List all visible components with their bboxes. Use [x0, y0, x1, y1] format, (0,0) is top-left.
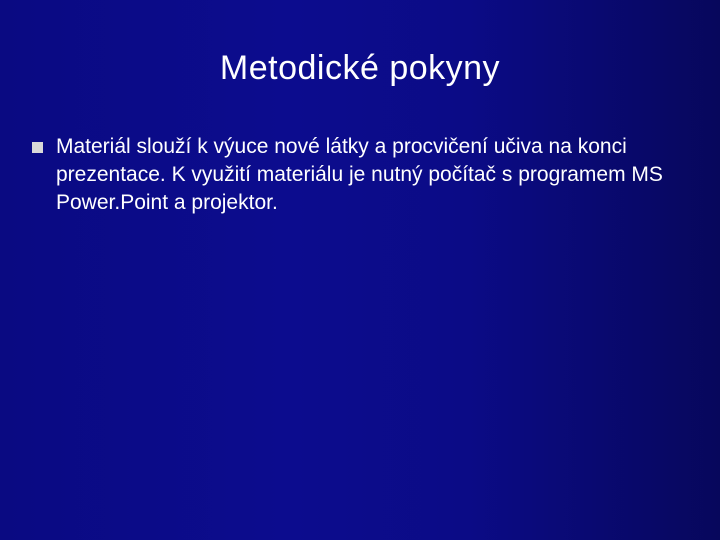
bullet-text: Materiál slouží k výuce nové látky a procvičení učiva na konci prezentace. K využití materiálu je nutný počítač s programem MS Power.Point a projektor.	[56, 135, 663, 214]
bullet-item	[28, 133, 678, 217]
slide-title: Metodické pokyny	[219, 49, 501, 87]
bullet-list	[28, 133, 678, 217]
square-bullet-icon	[32, 142, 43, 153]
